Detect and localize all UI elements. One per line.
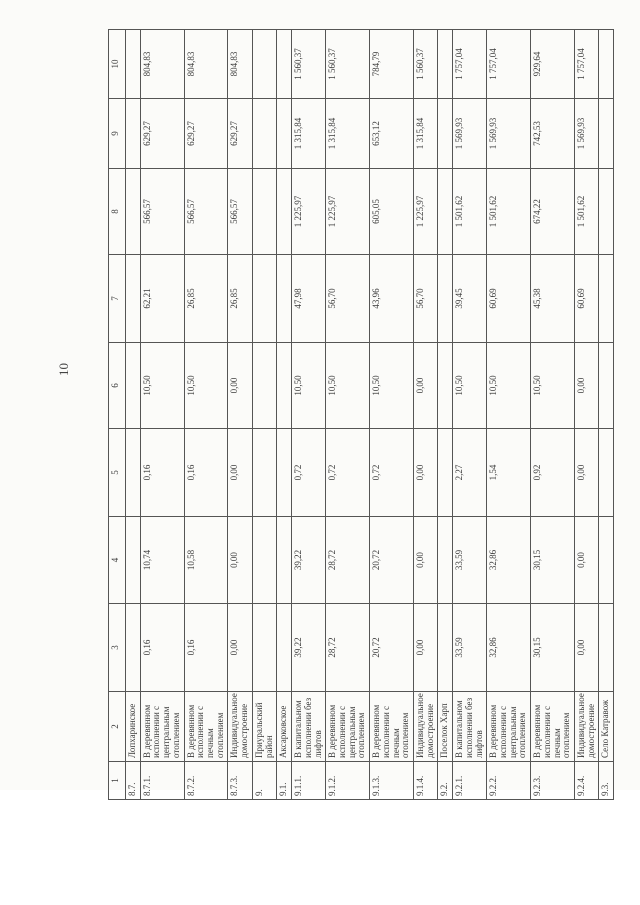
value-cell: 674,22 xyxy=(531,169,575,255)
value-cell xyxy=(438,604,453,692)
value-cell: 1 569,93 xyxy=(453,99,487,169)
column-header: 8 xyxy=(109,169,126,255)
value-cell: 39,22 xyxy=(292,517,326,604)
column-header: 1 xyxy=(109,762,126,800)
table-row xyxy=(228,30,252,800)
value-cell: 1 560,37 xyxy=(292,30,326,99)
table-row xyxy=(277,30,292,800)
value-cell xyxy=(252,169,276,255)
row-number-cell: 9.2.3. xyxy=(531,762,575,800)
value-cell: 804,83 xyxy=(140,30,184,99)
value-cell xyxy=(277,429,292,517)
row-name-cell: В деревянном исполнении с центральным отоплением xyxy=(140,692,184,762)
value-cell: 1 225,97 xyxy=(413,169,437,255)
value-cell: 47,98 xyxy=(292,255,326,343)
row-number-cell: 8.7.2. xyxy=(184,762,228,800)
value-cell: 39,45 xyxy=(453,255,487,343)
value-cell: 1 501,62 xyxy=(575,169,599,255)
row-number-cell: 9. xyxy=(252,762,276,800)
value-cell: 20,72 xyxy=(370,604,414,692)
value-cell: 1 569,93 xyxy=(487,99,531,169)
row-number-cell: 9.1. xyxy=(277,762,292,800)
value-cell xyxy=(277,517,292,604)
value-cell xyxy=(438,99,453,169)
row-number-cell: 9.2.2. xyxy=(487,762,531,800)
page-margin xyxy=(0,790,640,905)
row-name-cell: В деревянном исполнении с печным отоплением xyxy=(370,692,414,762)
value-cell: 1 757,04 xyxy=(487,30,531,99)
value-cell xyxy=(277,343,292,429)
value-cell xyxy=(126,343,141,429)
value-cell: 566,57 xyxy=(140,169,184,255)
column-header: 5 xyxy=(109,429,126,517)
value-cell: 10,50 xyxy=(326,343,370,429)
value-cell xyxy=(599,30,614,99)
value-cell xyxy=(252,30,276,99)
table-row xyxy=(531,30,575,800)
value-cell: 1 757,04 xyxy=(575,30,599,99)
value-cell xyxy=(599,169,614,255)
value-cell xyxy=(599,343,614,429)
table-row xyxy=(184,30,228,800)
row-number-cell: 8.7.1. xyxy=(140,762,184,800)
value-cell xyxy=(599,99,614,169)
value-cell xyxy=(252,343,276,429)
row-name-cell: В деревянном исполнении с центральным отоплением xyxy=(487,692,531,762)
value-cell: 33,59 xyxy=(453,517,487,604)
value-cell: 629,27 xyxy=(184,99,228,169)
value-cell xyxy=(438,429,453,517)
value-cell: 30,15 xyxy=(531,517,575,604)
value-cell xyxy=(252,517,276,604)
row-name-cell: Индивидуальное домостроение xyxy=(228,692,252,762)
value-cell: 39,22 xyxy=(292,604,326,692)
value-cell: 1 315,84 xyxy=(413,99,437,169)
table-row xyxy=(292,30,326,800)
column-header: 2 xyxy=(109,692,126,762)
value-cell xyxy=(438,169,453,255)
value-cell xyxy=(599,517,614,604)
value-cell xyxy=(438,517,453,604)
value-cell: 10,50 xyxy=(487,343,531,429)
column-header: 4 xyxy=(109,517,126,604)
table-row xyxy=(252,30,276,800)
value-cell: 1 315,84 xyxy=(292,99,326,169)
value-cell: 10,50 xyxy=(140,343,184,429)
value-cell: 804,83 xyxy=(184,30,228,99)
value-cell: 56,70 xyxy=(413,255,437,343)
value-cell xyxy=(599,255,614,343)
value-cell: 1 501,62 xyxy=(453,169,487,255)
row-name-cell: Индивидуальное домостроение xyxy=(413,692,437,762)
value-cell: 0,00 xyxy=(575,343,599,429)
value-cell xyxy=(599,604,614,692)
value-cell xyxy=(252,99,276,169)
value-cell: 0,72 xyxy=(370,429,414,517)
table-row xyxy=(599,30,614,800)
value-cell: 0,72 xyxy=(326,429,370,517)
value-cell: 0,00 xyxy=(228,429,252,517)
row-number-cell: 9.1.2. xyxy=(326,762,370,800)
value-cell xyxy=(126,30,141,99)
value-cell xyxy=(252,255,276,343)
value-cell: 0,00 xyxy=(228,604,252,692)
table-row xyxy=(413,30,437,800)
table-row xyxy=(438,30,453,800)
value-cell: 1 560,37 xyxy=(326,30,370,99)
value-cell: 0,00 xyxy=(413,429,437,517)
table-row xyxy=(453,30,487,800)
column-header: 6 xyxy=(109,343,126,429)
value-cell: 0,00 xyxy=(413,517,437,604)
value-cell: 10,50 xyxy=(184,343,228,429)
column-header: 7 xyxy=(109,255,126,343)
value-cell: 20,72 xyxy=(370,517,414,604)
value-cell: 0,92 xyxy=(531,429,575,517)
row-name-cell: Поселок Харп xyxy=(438,692,453,762)
row-number-cell: 9.3. xyxy=(599,762,614,800)
value-cell: 0,72 xyxy=(292,429,326,517)
value-cell xyxy=(438,30,453,99)
row-name-cell: Приуральский район xyxy=(252,692,276,762)
value-cell xyxy=(126,99,141,169)
value-cell: 43,96 xyxy=(370,255,414,343)
value-cell: 32,86 xyxy=(487,517,531,604)
value-cell: 60,69 xyxy=(487,255,531,343)
value-cell xyxy=(252,604,276,692)
tariff-table xyxy=(108,29,614,800)
value-cell: 566,57 xyxy=(184,169,228,255)
row-number-cell: 9.2. xyxy=(438,762,453,800)
value-cell: 30,15 xyxy=(531,604,575,692)
value-cell: 56,70 xyxy=(326,255,370,343)
row-name-cell: Индивидуальное домостроение xyxy=(575,692,599,762)
value-cell: 629,27 xyxy=(228,99,252,169)
value-cell: 0,00 xyxy=(413,604,437,692)
row-number-cell: 8.7. xyxy=(126,762,141,800)
value-cell xyxy=(126,255,141,343)
row-name-cell: В капитальном исполнении без лифтов xyxy=(453,692,487,762)
value-cell: 804,83 xyxy=(228,30,252,99)
table-row xyxy=(487,30,531,800)
value-cell: 566,57 xyxy=(228,169,252,255)
value-cell xyxy=(252,429,276,517)
value-cell: 0,00 xyxy=(575,604,599,692)
value-cell: 0,16 xyxy=(140,429,184,517)
row-name-cell: Село Катравож xyxy=(599,692,614,762)
value-cell: 28,72 xyxy=(326,604,370,692)
value-cell xyxy=(438,255,453,343)
value-cell: 1 560,37 xyxy=(413,30,437,99)
value-cell: 10,50 xyxy=(292,343,326,429)
table-row xyxy=(326,30,370,800)
value-cell: 0,16 xyxy=(184,429,228,517)
value-cell xyxy=(126,604,141,692)
value-cell: 0,00 xyxy=(413,343,437,429)
value-cell: 62,21 xyxy=(140,255,184,343)
value-cell: 1 225,97 xyxy=(326,169,370,255)
value-cell: 0,16 xyxy=(184,604,228,692)
row-name-cell: В деревянном исполнении с центральным отоплением xyxy=(326,692,370,762)
value-cell: 1 569,93 xyxy=(575,99,599,169)
row-number-cell: 9.2.4. xyxy=(575,762,599,800)
table-row xyxy=(370,30,414,800)
value-cell: 26,85 xyxy=(228,255,252,343)
row-number-cell: 8.7.3. xyxy=(228,762,252,800)
row-name-cell: В деревянном исполнении с печным отоплением xyxy=(184,692,228,762)
value-cell: 10,58 xyxy=(184,517,228,604)
value-cell xyxy=(277,255,292,343)
row-number-cell: 9.1.4. xyxy=(413,762,437,800)
value-cell xyxy=(126,429,141,517)
value-cell: 60,69 xyxy=(575,255,599,343)
column-header: 9 xyxy=(109,99,126,169)
value-cell: 629,27 xyxy=(140,99,184,169)
value-cell xyxy=(277,169,292,255)
header-row xyxy=(109,30,126,800)
value-cell: 1 757,04 xyxy=(453,30,487,99)
value-cell: 1 501,62 xyxy=(487,169,531,255)
value-cell xyxy=(277,604,292,692)
value-cell: 1 225,97 xyxy=(292,169,326,255)
value-cell: 10,50 xyxy=(453,343,487,429)
value-cell: 605,05 xyxy=(370,169,414,255)
value-cell: 10,74 xyxy=(140,517,184,604)
value-cell xyxy=(438,343,453,429)
value-cell: 929,64 xyxy=(531,30,575,99)
table-row xyxy=(575,30,599,800)
value-cell: 28,72 xyxy=(326,517,370,604)
value-cell xyxy=(277,99,292,169)
value-cell: 33,59 xyxy=(453,604,487,692)
row-name-cell: В капитальном исполнении без лифтов xyxy=(292,692,326,762)
value-cell xyxy=(126,169,141,255)
value-cell: 784,79 xyxy=(370,30,414,99)
value-cell: 653,12 xyxy=(370,99,414,169)
table-row xyxy=(140,30,184,800)
value-cell: 1 315,84 xyxy=(326,99,370,169)
value-cell: 32,86 xyxy=(487,604,531,692)
value-cell: 26,85 xyxy=(184,255,228,343)
table-row xyxy=(126,30,141,800)
row-number-cell: 9.2.1. xyxy=(453,762,487,800)
value-cell: 0,00 xyxy=(575,517,599,604)
value-cell: 0,16 xyxy=(140,604,184,692)
value-cell: 10,50 xyxy=(531,343,575,429)
column-header: 10 xyxy=(109,30,126,99)
value-cell: 1,54 xyxy=(487,429,531,517)
row-number-cell: 9.1.1. xyxy=(292,762,326,800)
table-container xyxy=(108,30,611,800)
value-cell xyxy=(277,30,292,99)
row-number-cell: 9.1.3. xyxy=(370,762,414,800)
row-name-cell: Аксарковское xyxy=(277,692,292,762)
value-cell: 742,53 xyxy=(531,99,575,169)
value-cell xyxy=(599,429,614,517)
value-cell xyxy=(126,517,141,604)
value-cell: 45,38 xyxy=(531,255,575,343)
value-cell: 0,00 xyxy=(575,429,599,517)
value-cell: 0,00 xyxy=(228,343,252,429)
value-cell: 2,27 xyxy=(453,429,487,517)
value-cell: 0,00 xyxy=(228,517,252,604)
page-number: 10 xyxy=(56,363,71,376)
value-cell: 10,50 xyxy=(370,343,414,429)
row-name-cell: В деревянном исполнении с печным отоплением xyxy=(531,692,575,762)
row-name-cell: Лопхаринское xyxy=(126,692,141,762)
column-header: 3 xyxy=(109,604,126,692)
